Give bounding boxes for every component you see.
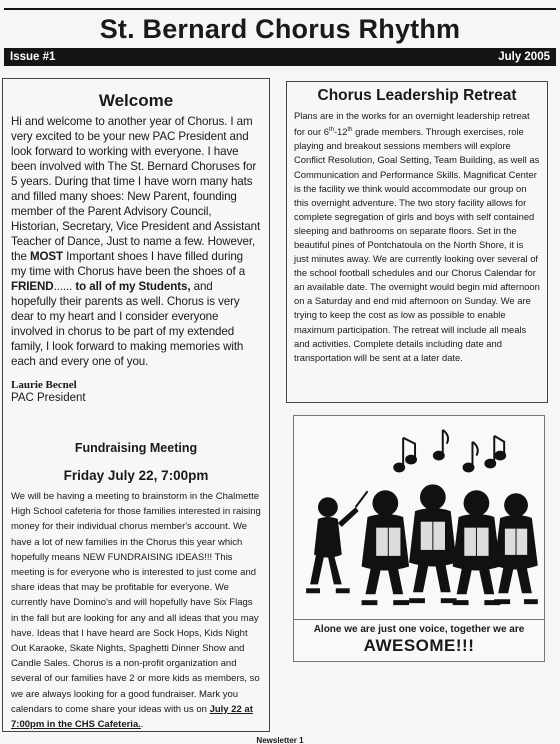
- welcome-text-part: and hopefully their parents as well. Chorus is very dear to my heart and I consider everyone involved in chorus to be part of my extended family, I look forward to making memories with each and every one of you.: [11, 280, 244, 368]
- signature-name: Laurie Becnel: [11, 379, 77, 391]
- left-column: [2, 78, 270, 732]
- welcome-emphasis: FRIEND: [11, 280, 54, 293]
- retreat-superscript: th: [347, 127, 353, 134]
- fundraising-heading: Fundraising Meeting: [74, 441, 198, 455]
- music-notes-icon: [394, 430, 505, 472]
- welcome-text: [11, 114, 261, 369]
- welcome-emphasis: MOST: [29, 250, 64, 263]
- fundraising-text-part: We will be having a meeting to brainstorm in the Chalmette High School cafeteria for those families interested in raising money for their individual chorus member's account. We have a lot of new families in the Chorus this year which hopefully means NEW FUNDRAISING IDEAS!!! This meeting is for everyone who is interested to just come and share ideas that may be profitable for everyone. We currently have Domino's and will hopefully have Six Flags in the fall but are looking for any and all ideas that you may have. Ideas that I have heard are Sock Hops, Kids Night Out Karaoke, Skate Nights, Spaghetti Dinner Show and Candle Sales. Chorus is a non-profit organization and several of our families have 2 or more kids as members, so we are always looking for a good fundraiser. Mark you calendars to come share your ideas with us on: [11, 491, 261, 715]
- newsletter-title: St. Bernard Chorus Rhythm: [99, 14, 461, 44]
- choir-singers-illustration: [294, 416, 544, 619]
- caption-line: Alone we are just one voice, together we are: [313, 624, 525, 635]
- retreat-text-part: grade members. Through exercises, role playing and breakout sessions members will explore Conflict Resolution, Goal Setting, Team Building, as well as Communication and Performance Skills. Magnificat Center is the facility we think would accommodate our group on this overnight adventure. The two story facility allows for complete segregation of girls and boys with self contained sleeping and bathrooms on separate floors. Set in the beautiful pines of Pontchatoula on the North Shore, it is just minutes away. We are currently looking over several of the school football schedules and our Chorus Calendar for an available date. The overnight would begin mid afternoon on a Saturday and end mid afternoon on Sunday. We are trying to keep the cost as low as possible to enable maximum participation. The retreat will include all meals and activities. Complete details including date and transportation will be sent at a later date.: [294, 126, 540, 363]
- issue-bar: [4, 48, 556, 66]
- retreat-superscript: th: [328, 127, 334, 134]
- fundraising-text-end: .: [140, 719, 144, 731]
- retreat-text-part: -12: [333, 126, 348, 138]
- singer-figures: [362, 484, 538, 605]
- singer-2: [409, 484, 457, 603]
- singer-1: [362, 490, 410, 605]
- retreat-heading: Chorus Leadership Retreat: [317, 87, 517, 104]
- retreat-text: [294, 109, 540, 365]
- welcome-emphasis: to all of my Students,: [75, 280, 191, 293]
- issue-date: July 2005: [498, 51, 550, 63]
- singer-4: [494, 493, 538, 604]
- fundraising-emphasis: July 22 at 7:00pm in the CHS Cafeteria.: [11, 703, 253, 731]
- welcome-text-part: Hi and welcome to another year of Chorus. I am very excited to be your new PAC President and look forward to working with everyone. I have been involved with The St. Bernard Choruses for 5 years. During that time I have worn many hats and filled many shoes: New Parent, founding member of the Parent Advisory Council, Historian, Secretary, Vice President and Assistant Teacher of Dance, Just to name a few. However, the: [11, 115, 261, 263]
- fundraising-text: [11, 489, 261, 732]
- clipart-caption: [293, 620, 545, 662]
- fundraising-date: Friday July 22, 7:00pm: [63, 468, 209, 483]
- retreat-text-part: Plans are in the works for an overnight leadership retreat for our 6: [294, 110, 530, 138]
- welcome-text-part: ......: [53, 280, 76, 293]
- conductor-figure: [306, 491, 367, 593]
- singer-3: [453, 490, 501, 605]
- page-footer: Newsletter 1: [256, 736, 304, 744]
- retreat-box: [286, 81, 548, 403]
- caption-awesome: AWESOME!!!: [363, 636, 475, 655]
- signature-title: PAC President: [11, 392, 86, 404]
- issue-number: Issue #1: [10, 51, 56, 63]
- singers-clipart: [293, 415, 545, 620]
- welcome-heading: Welcome: [98, 91, 174, 110]
- masthead: [4, 8, 556, 46]
- welcome-text-part: Important shoes I have filled during my time with Chorus have been the shoes of a: [11, 250, 246, 278]
